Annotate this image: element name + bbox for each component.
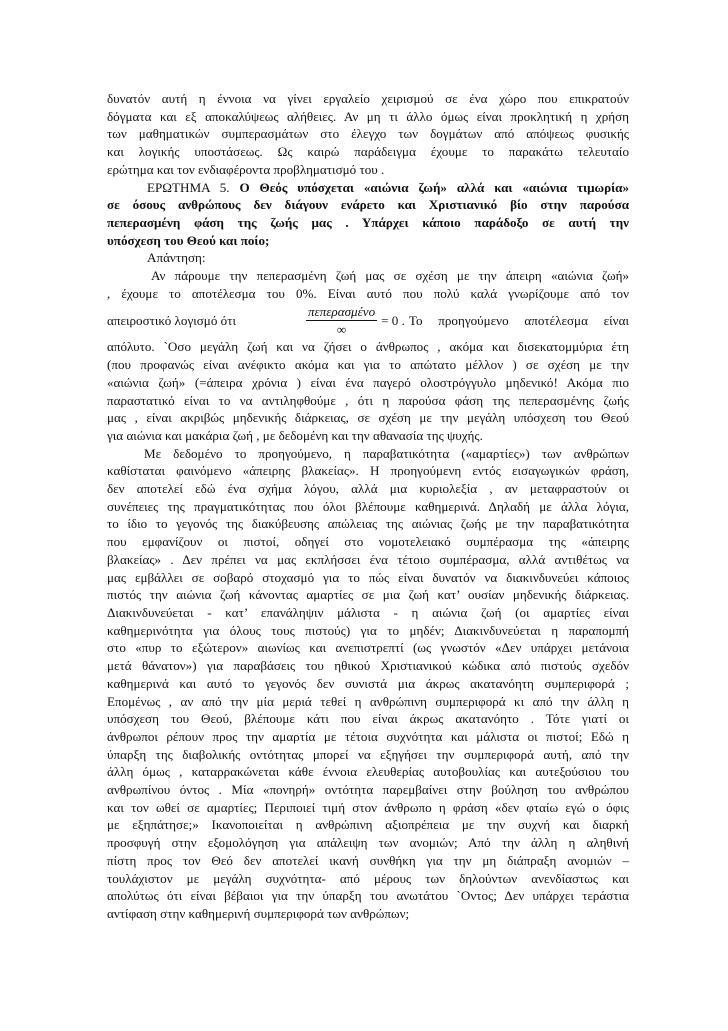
question-label: ΕΡΩΤΗΜΑ 5. — [147, 179, 240, 195]
text-line: μας εμβάλλει σε σοβαρό στοχασμό για το πώς είναι δυνατόν να διακινδυνεύει κάποιος — [107, 569, 629, 585]
text-line: αντίφαση στην καθημερινή συμπεριφορά των ανθρώπων; — [107, 905, 410, 921]
text-line: δεν αποτελεί εδώ ένα σχήμα λόγου, αλλά μια κυριολεξία , αν μεταφραστούν οι — [107, 481, 629, 497]
text-line: για αιώνια και μακάρια ζωή , με δεδομένη και την αθανασία της ψυχής. — [107, 427, 483, 443]
text-line: που εμφανίζουν οι πιστοί, οδηγεί στο νομοτελειακό συμπέρασμα της «άπειρης — [107, 534, 629, 550]
text-line: άνθρωποι ρέπουν προς την αμαρτία με τέτοια συχνότητα και μάλιστα οι πιστοί; Εδώ η — [107, 728, 629, 744]
question-heading — [107, 179, 629, 197]
text-line: υπόσχεση του Θεού, βλέπουμε κάτι που είναι άκρως ακατανόητο . Τότε γιατί οι — [107, 711, 629, 727]
text-line: Αν πάρουμε την πεπερασμένη ζωή μας σε σχέση με την άπειρη «αιώνια ζωή» — [151, 268, 629, 284]
text-line: με εξηπάτησε;» Ικανοποιείται η ανθρώπινη αξιοπρέπεια με την συχνή και διαρκή — [107, 817, 629, 833]
text-line: καθίσταται φαινόμενο «άπειρης βλακείας». Η προηγούμενη εντός εισαγωγικών φράση, — [107, 463, 629, 479]
text-line: ανθρωπίνου όντος . Μία «πονηρή» οντότητα παρεμβαίνει στην βούληση του ανθρώπου — [107, 782, 629, 798]
text-line: Επομένως , αν από την μία μεριά τεθεί η ανθρώπινη συμπεριφορά κι από την άλλη η — [107, 693, 629, 709]
text-line: μας , είναι ακριβώς μηδενικής διάρκειας, σε σχέση με την μεγάλη υπόσχεση του Θεού — [107, 410, 629, 426]
text-line: πιστός την αιώνια ζωή κάνοντας αμαρτίες σε μια ζωή κατ’ ουσίαν μηδενικής διάρκειας. — [107, 587, 629, 603]
text-line: και λογικής υποστάσεως. Ως καιρώ παράδειγμα έχουμε το παρακάτω τελευταίο — [107, 144, 629, 160]
answer-label: Απάντηση: — [147, 250, 206, 266]
document-page — [107, 90, 629, 923]
fraction-denominator: ∞ — [336, 321, 347, 337]
question-text: Ο Θεός υπόσχεται «αιώνια ζωή» αλλά και «αιώνια τιμωρία» — [239, 179, 629, 195]
text-line: στο «πυρ το εξώτερον» αιωνίως και ανεπιστρεπτί (ως γνωστόν «Δεν υπάρχει μετάνοια — [107, 640, 629, 656]
text-line: καθημερινότητα για όλους τους πιστούς) για το μηδέν; Διακινδυνεύεται η παραπομπή — [107, 622, 629, 638]
text-line: «αιώνια ζωή» (=άπειρα χρόνια ) είναι ένα παγερό ολοστρόγγυλο μηδενικό! Ακόμα πιο — [107, 374, 629, 390]
answer-paragraph-2 — [107, 445, 629, 923]
text-line: απολύτως ότι είναι βέβαιοι για την ύπαρξη του ανωτάτου `Οντος; Δεν υπάρχει τεράστια — [107, 888, 629, 904]
text-line: ερώτημα και τον ενδιαφέροντα προβληματισμό του . — [107, 161, 385, 177]
question-block — [107, 179, 629, 250]
text-line: το ίδιο το γεγονός της διακύβευσης απώλειας της αιώνιας ζωής με την παραβατικότητα — [107, 516, 629, 532]
math-equals: = 0 . — [381, 312, 405, 328]
text-line: δυνατόν αυτή η έννοια να γίνει εργαλείο χειρισμού σε ένα χώρο που επικρατούν — [107, 91, 629, 106]
fraction-numerator: πεπερασμένο — [307, 303, 376, 319]
text-line: και τον ωθεί σε αμαρτίες; Περιποιεί τιμή στον άνθρωπο η φράση «δεν φταίω εγώ ο όφις — [107, 799, 629, 815]
text-line: , έχουμε το αποτέλεσμα του 0%. Είναι αυτό που πολύ καλά γνωρίζουμε από τον — [107, 285, 629, 301]
text-line: Με δεδομένο το προηγούμενο, η παραβατικότητα («αμαρτίες») των ανθρώπων — [144, 445, 629, 461]
text-line: ύπαρξη της διαβολικής οντότητας μπορεί να εξηγήσει την συμπεριφορά αυτή, από την — [107, 746, 629, 762]
text-line: μετά θάνατον») για παραβάσεις του ηθικού Χριστιανικού κώδικα από πιστούς σχεδόν — [107, 658, 629, 674]
text-line: δόγματα και εξ αποκαλύψεως αλήθειες. Αν μη τι άλλο όμως είναι προκλητική η χρήση — [107, 108, 629, 124]
text-line: πίστη προς τον Θεό δεν αποτελεί ικανή συνθήκη για την μη διάπραξη ανομιών – — [107, 852, 629, 868]
text-line: απόλυτο. `Οσο μεγάλη ζωή και να ζήσει ο άνθρωπος , ακόμα και δισεκατομμύρια έτη — [107, 339, 629, 355]
text-line: των μαθηματικών συμπερασμάτων στο έλεγχο των δογμάτων από απόψεως φυσικής — [107, 126, 629, 142]
text-line: συνέπειες της πραγματικότητας που όλοι βλέπουμε καθημερινά. Δηλαδή με άλλα λόγια, — [107, 498, 629, 514]
text-line: άλλη όμως , καταρρακώνεται κάθε έννοια ελευθερίας αυτοβουλίας και αυτεξούσιου του — [107, 764, 629, 780]
text-line: τουλάχιστον με μεγάλη συχνότητα- από μέρους των δηλούντων ανενδίαστως και — [107, 870, 629, 886]
fraction — [306, 303, 377, 338]
question-line: σε όσους ανθρώπους δεν διάγουν ενάρετο και Χριστιανικό βίο στην παρούσα — [107, 197, 629, 213]
text-line: (που προφανώς είναι ανέφικτο ακόμα και για το απώτατο μέλλον ) σε σχέση με την — [107, 357, 629, 373]
answer-paragraph-1 — [107, 267, 629, 445]
text-line: Διακινδυνεύεται - κατ’ επανάληψιν μάλιστα - η αιώνια ζωή (οι αμαρτίες είναι — [107, 604, 629, 620]
text-line: βλακείας» . Δεν πρέπει να μας εκπλήσσει ένα τέτοιο συμπέρασμα, αλλά αντιθέτως να — [107, 551, 629, 567]
math-prefix: απειροστικό λογισμό ότι — [107, 312, 236, 328]
math-suffix: Το προηγούμενο αποτέλεσμα είναι — [408, 312, 629, 328]
text-line: προσφυγή στην εξομολόγηση για απάλειψη των ανομιών; Από την άλλη η αληθινή — [107, 835, 629, 851]
question-line: πεπερασμένη φάση της ζωής μας . Υπάρχει κάποιο παράδοξο σε αυτή την — [107, 214, 629, 230]
text-line: καθημερινά και αυτό το γεγονός δεν συνιστά μια άκρως ακατανόητη συμπεριφορά ; — [107, 675, 629, 691]
math-line — [107, 302, 629, 338]
intro-paragraph — [107, 90, 629, 179]
text-line: παραστατικό είναι το να αντιληφθούμε , ότι η παρούσα φάση της πεπερασμένης ζωής — [107, 392, 629, 408]
question-line: υπόσχεση του Θεού και ποίο; — [107, 232, 270, 248]
